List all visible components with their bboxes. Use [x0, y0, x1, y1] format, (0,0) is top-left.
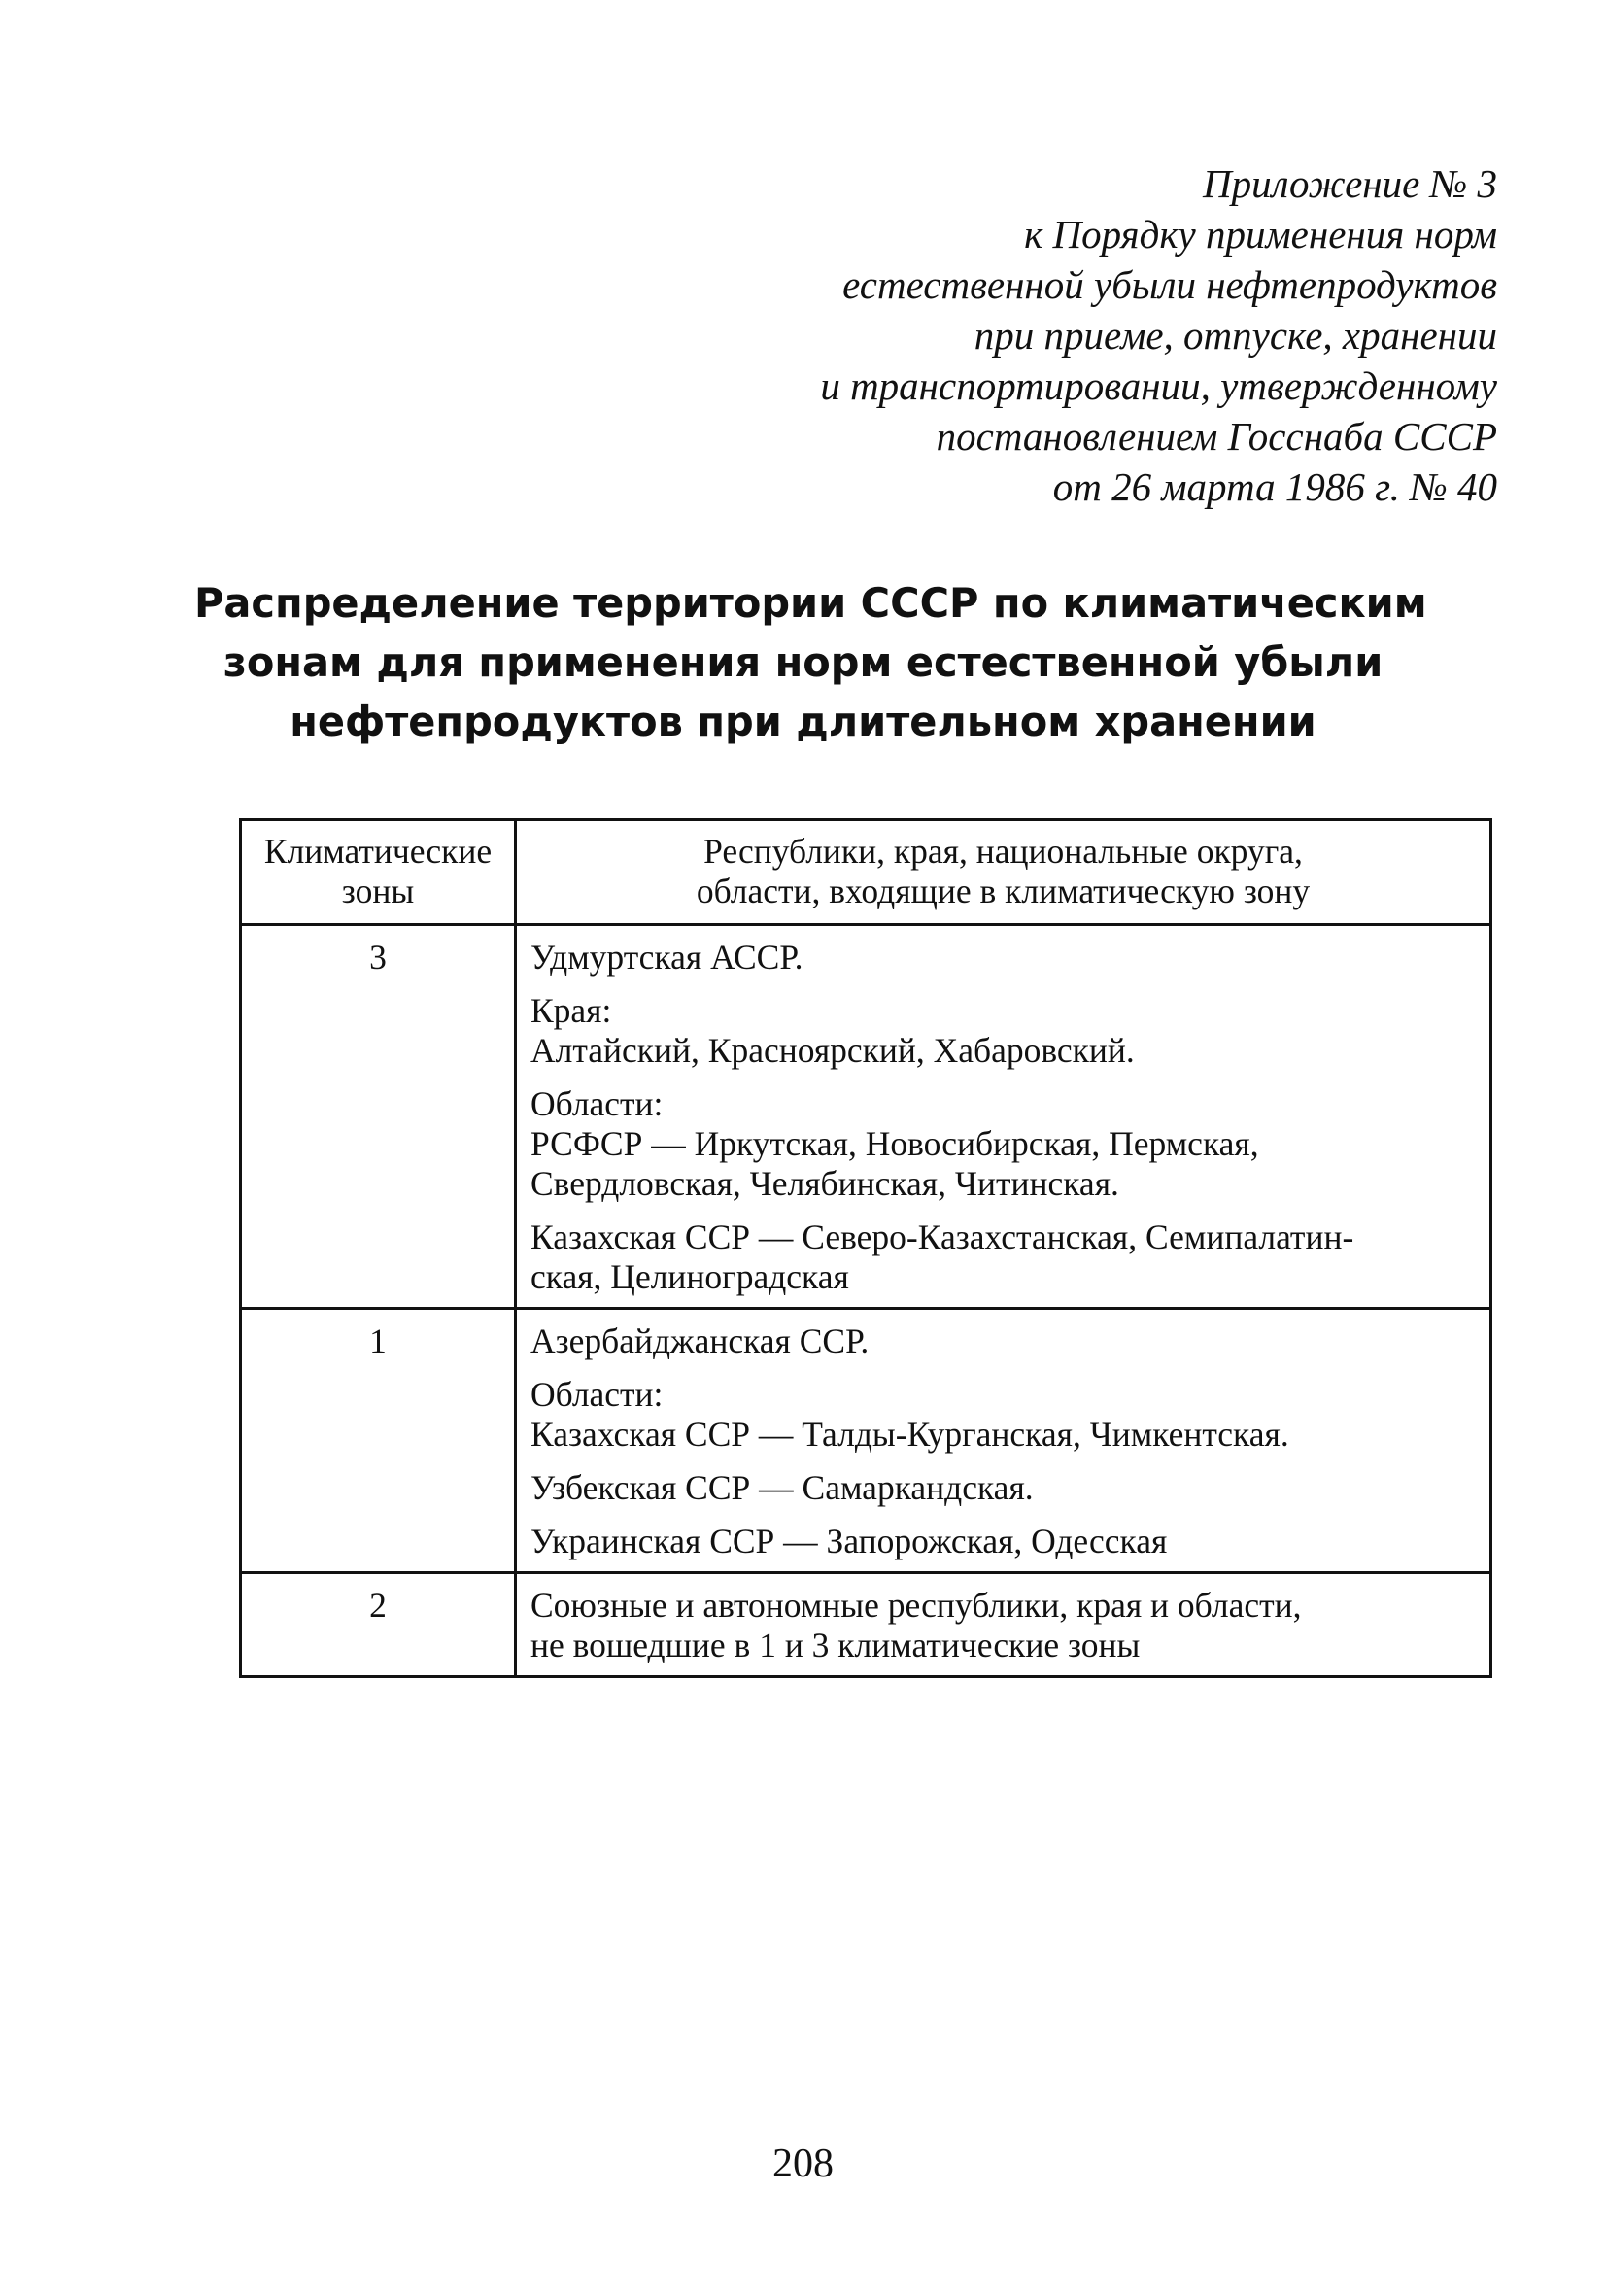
table-row: [241, 925, 1491, 1309]
appendix-line: при приеме, отпуске, хранении: [974, 313, 1497, 358]
appendix-line: к Порядку применения норм: [1024, 212, 1497, 257]
region-text: Узбекская ССР — Самаркандская.: [530, 1468, 1034, 1507]
title-line: нефтепродуктов при длительном хранении: [290, 698, 1316, 745]
appendix-line: Приложение № 3: [1203, 161, 1497, 206]
table-header-row: [241, 820, 1491, 925]
zone-cell: 2: [241, 1573, 516, 1677]
appendix-line: от 26 марта 1986 г. № 40: [1052, 464, 1497, 509]
regions-cell: [516, 1573, 1491, 1677]
region-label: Края:: [530, 991, 612, 1030]
region-text: РСФСР — Иркутская, Новосибирская, Пермская,: [530, 1124, 1259, 1163]
region-label: Области:: [530, 1084, 664, 1123]
regions-cell: [516, 925, 1491, 1309]
table-row: [241, 1573, 1491, 1677]
appendix-header: [623, 158, 1497, 512]
region-text: Алтайский, Красноярский, Хабаровский.: [530, 1031, 1135, 1070]
appendix-line: естественной убыли нефтепродуктов: [842, 262, 1497, 307]
appendix-line: и транспортировании, утвержденному: [820, 363, 1497, 408]
region-text: Союзные и автономные республики, края и области,: [530, 1586, 1302, 1625]
zone-cell: 3: [241, 925, 516, 1309]
region-text: Украинская ССР — Запорожская, Одесская: [530, 1522, 1168, 1560]
region-text: Азербайджанская ССР.: [530, 1321, 870, 1360]
regions-cell: [516, 1309, 1491, 1573]
region-text: Казахская ССР — Северо-Казахстанская, Семипалатин-: [530, 1217, 1354, 1256]
region-text: Удмуртская АССР.: [530, 938, 803, 977]
title-line: Распределение территории СССР по климатическим: [194, 579, 1427, 627]
appendix-line: постановлением Госснаба СССР: [936, 414, 1497, 459]
region-text: Казахская ССР — Талды-Курганская, Чимкентская.: [530, 1415, 1289, 1454]
region-text: ская, Целиноградская: [530, 1257, 849, 1296]
page-number: 208: [772, 2142, 834, 2186]
region-label: Области:: [530, 1375, 664, 1414]
climate-zones-table: [239, 818, 1492, 1678]
zone-cell: 1: [241, 1309, 516, 1573]
header-text: области, входящие в климатическую зону: [696, 872, 1311, 910]
title-line: зонам для применения норм естественной убыли: [222, 638, 1384, 686]
region-text: не вошедшие в 1 и 3 климатические зоны: [530, 1626, 1141, 1664]
header-text: зоны: [341, 872, 415, 910]
region-text: Свердловская, Челябинская, Читинская.: [530, 1164, 1119, 1203]
header-text: Климатические: [263, 832, 493, 871]
document-title: [194, 573, 1427, 751]
table-row: [241, 1309, 1491, 1573]
regions-column-header: [516, 820, 1491, 925]
zone-column-header: [241, 820, 516, 925]
header-text: Республики, края, национальные округа,: [703, 832, 1303, 871]
